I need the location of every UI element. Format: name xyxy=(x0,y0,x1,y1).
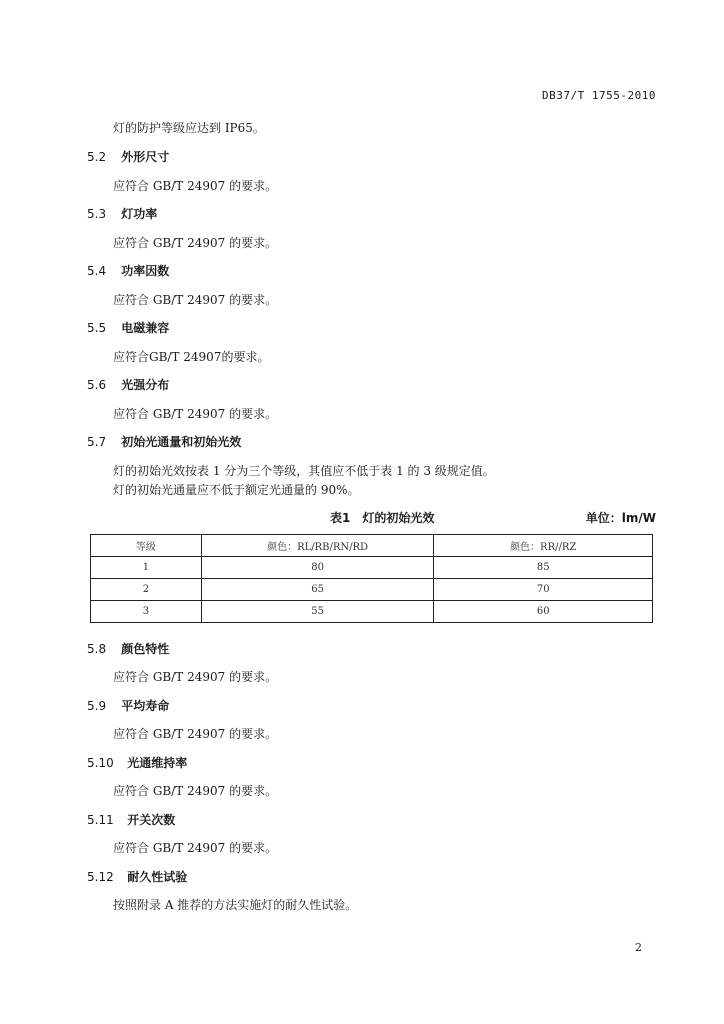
table-header-cell: 颜色：RR//RZ xyxy=(434,535,653,557)
section-heading-5-10 xyxy=(87,754,187,771)
section-number: 5.11 xyxy=(87,813,114,827)
section-body-5-3: 应符合 GB/T 24907 的要求。 xyxy=(113,236,278,250)
page-number: 2 xyxy=(635,941,642,954)
table-cell: 55 xyxy=(201,601,434,623)
section-number: 5.5 xyxy=(87,321,107,335)
section-number: 5.8 xyxy=(87,642,107,656)
table-header-row xyxy=(91,535,653,557)
section-title: 平均寿命 xyxy=(121,699,170,713)
table-cell: 60 xyxy=(434,601,653,623)
efficacy-table xyxy=(90,534,653,623)
table-header-cell: 等级 xyxy=(91,535,202,557)
section-title: 开关次数 xyxy=(127,813,176,827)
section-number: 5.4 xyxy=(87,264,107,278)
section-body-5-11: 应符合 GB/T 24907 的要求。 xyxy=(113,841,278,855)
section-title: 初始光通量和初始光效 xyxy=(121,435,242,449)
section-heading-5-9 xyxy=(87,697,169,714)
table-cell: 1 xyxy=(91,557,202,579)
section-heading-5-5 xyxy=(87,319,169,336)
section-title: 光通维持率 xyxy=(127,756,188,770)
table-cell: 65 xyxy=(201,579,434,601)
section-body-5-7-line-2: 灯的初始光通量应不低于额定光通量的 90%。 xyxy=(113,483,360,497)
section-heading-5-12 xyxy=(87,868,187,885)
table-caption: 表1 灯的初始光效 xyxy=(330,511,435,525)
section-heading-5-3 xyxy=(87,205,157,222)
section-body-5-6: 应符合 GB/T 24907 的要求。 xyxy=(113,407,278,421)
section-title: 电磁兼容 xyxy=(121,321,170,335)
table-cell: 3 xyxy=(91,601,202,623)
section-heading-5-4 xyxy=(87,262,169,279)
table-row xyxy=(91,557,653,579)
section-title: 颜色特性 xyxy=(121,642,170,656)
section-title: 光强分布 xyxy=(121,378,170,392)
section-body-5-10: 应符合 GB/T 24907 的要求。 xyxy=(113,784,278,798)
section-number: 5.9 xyxy=(87,699,107,713)
section-title: 耐久性试验 xyxy=(127,870,188,884)
table-row xyxy=(91,579,653,601)
table-cell: 70 xyxy=(434,579,653,601)
section-heading-5-8 xyxy=(87,640,169,657)
section-heading-5-11 xyxy=(87,811,175,828)
table-cell: 2 xyxy=(91,579,202,601)
section-number: 5.3 xyxy=(87,207,107,221)
section-body-5-12: 按照附录 A 推荐的方法实施灯的耐久性试验。 xyxy=(113,898,358,912)
section-title: 灯功率 xyxy=(121,207,158,221)
table-cell: 80 xyxy=(201,557,434,579)
section-body-5-4: 应符合 GB/T 24907 的要求。 xyxy=(113,293,278,307)
section-number: 5.2 xyxy=(87,150,107,164)
section-heading-5-6 xyxy=(87,376,169,393)
document-code: DB37/T 1755-2010 xyxy=(542,89,656,102)
table-cell: 85 xyxy=(434,557,653,579)
table-row xyxy=(91,601,653,623)
section-title: 功率因数 xyxy=(121,264,170,278)
section-body-5-2: 应符合 GB/T 24907 的要求。 xyxy=(113,179,278,193)
section-heading-5-7 xyxy=(87,433,241,450)
section-heading-5-2 xyxy=(87,148,169,165)
intro-paragraph: 灯的防护等级应达到 IP65。 xyxy=(113,121,265,135)
section-number: 5.12 xyxy=(87,870,114,884)
table-unit: 单位：lm/W xyxy=(585,511,656,525)
section-body-5-5: 应符合GB/T 24907的要求。 xyxy=(113,350,270,364)
section-number: 5.10 xyxy=(87,756,114,770)
section-body-5-8: 应符合 GB/T 24907 的要求。 xyxy=(113,670,278,684)
section-title: 外形尺寸 xyxy=(121,150,170,164)
section-number: 5.6 xyxy=(87,378,107,392)
section-number: 5.7 xyxy=(87,435,107,449)
section-body-5-9: 应符合 GB/T 24907 的要求。 xyxy=(113,727,278,741)
table-header-cell: 颜色：RL/RB/RN/RD xyxy=(201,535,434,557)
section-body-5-7-line-1: 灯的初始光效按表 1 分为三个等级，其值应不低于表 1 的 3 级规定值。 xyxy=(113,464,495,478)
